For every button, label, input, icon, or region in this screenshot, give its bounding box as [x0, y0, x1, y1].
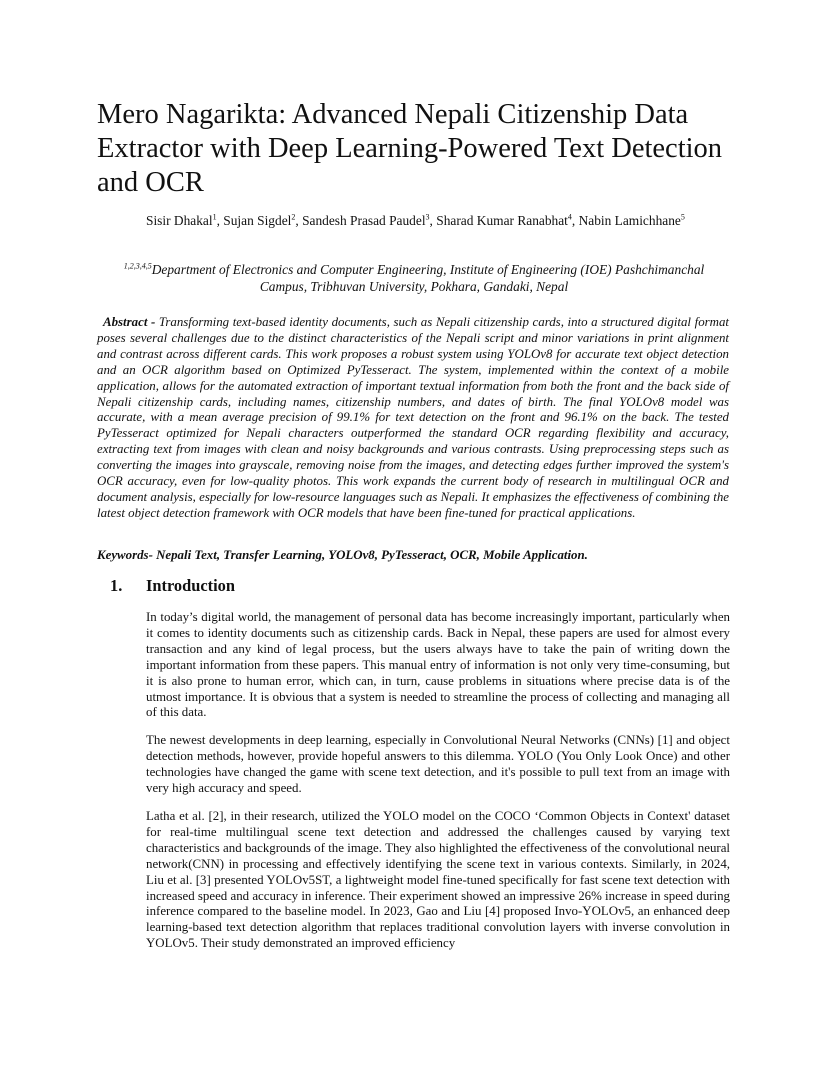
- keywords: Keywords- Nepali Text, Transfer Learning, YOLOv8, PyTesseract, OCR, Mobile Application.: [97, 548, 588, 562]
- abstract: [97, 315, 729, 522]
- section-title: Introduction: [146, 576, 235, 595]
- author: Sharad Kumar Ranabhat$^4$,: [436, 212, 579, 228]
- author: Nabin Lamichhane$^5$: [578, 212, 685, 228]
- author: Sisir Dhakal$^1$,: [146, 212, 224, 228]
- abstract-label: Abstract -: [103, 315, 156, 329]
- paragraph: In today’s digital world, the management of personal data has become increasingly important, particularly when it comes to identity documents such as citizenship cards. Back in Nepal, these papers are used for almost every transaction and any kind of legal process, but the users always have to take the pain of writing down the important information from these papers. This manual entry of information is not only very time-consuming, but it is also prone to human error, which can, in turn, cause problems in situations where precise data is of the utmost importance. It is obvious that a system is needed to streamline the process of collecting and managing all of this data.: [146, 610, 730, 720]
- affiliation: $^{1,2,3,4,5}$Department of Electronics and Computer Engineering, Institute of Engineering (IOE) Pashchimanchal Campus, Tribhuvan University, Pokhara, Gandaki, Nepal: [123, 261, 705, 294]
- abstract-text: Transforming text-based identity documents, such as Nepali citizenship cards, into a structured digital format poses several challenges due to the distinct characteristics of the Nepali script and minor variations in print alignment and contrast across different cards. This work proposes a robust system using YOLOv8 for accurate text object detection and an OCR algorithm based on Optimized PyTesseract. The system, implemented within the context of a mobile application, allows for the automated extraction of important textual information from both the front and the back side of Nepali citizenship cards, including names, citizenship numbers, and dates of birth. The final YOLOv8 model was accurate, with a mean average precision of 99.1% for text detection on the front and 96.1% on the back. The tested PyTesseract optimized for Nepali characters outperformed the standard OCR regarding flexibility and accuracy, extracting text from images with clean and noisy backgrounds and various contrasts. Using preprocessing steps such as converting the images into grayscale, removing noise from the images, and detecting edges further improved the system's OCR accuracy, even for low-quality photos. This work expands the current body of research in multilingual OCR and document analysis, especially for low-resource languages such as Nepali. It emphasizes the effectiveness of combining the latest object detection framework with OCR models that have been fine-tuned for practical applications.: [97, 315, 729, 520]
- author: Sandesh Prasad Paudel$^3$,: [302, 212, 437, 228]
- paragraph: The newest developments in deep learning, especially in Convolutional Neural Networks (CNNs) [1] and object detection methods, however, provide hopeful answers to this dilemma. YOLO (You Only Look Once) and other technologies have changed the game with scene text detection, and it's possible to pull text from an image with very high accuracy and speed.: [146, 733, 730, 795]
- author: Sujan Sigdel$^2$,: [223, 212, 303, 228]
- section-number: 1.: [110, 576, 123, 595]
- paper-title: Mero Nagarikta: Advanced Nepali Citizenship Data Extractor with Deep Learning-Powered Text Detection and OCR: [97, 99, 723, 198]
- author-list: [146, 213, 706, 230]
- affiliation-marker: 1,2,3,4,5: [123, 261, 152, 271]
- paragraph: Latha et al. [2], in their research, utilized the YOLO model on the COCO ‘Common Objects in Context' dataset for real-time multilingual scene text detection and addressed the challenges caused by varying text characteristics and backgrounds of the image. They also highlighted the effectiveness of the convolutional neural network(CNN) in processing and effectively identifying the scene text in various contexts. Similarly, in 2024, Liu et al. [3] presented YOLOv5ST, a lightweight model fine-tuned specifically for fast scene text detection with increased speed and accuracy in inference. Their experiment showed an impressive 26% increase in speed during inference compared to the baseline model. In 2023, Gao and Liu [4] proposed Invo-YOLOv5, an enhanced deep learning-based text detection algorithm that replaces traditional convolution layers with inverse convolution in YOLOv5. Their study demonstrated an improved efficiency: [146, 809, 730, 951]
- section-heading: [110, 576, 235, 596]
